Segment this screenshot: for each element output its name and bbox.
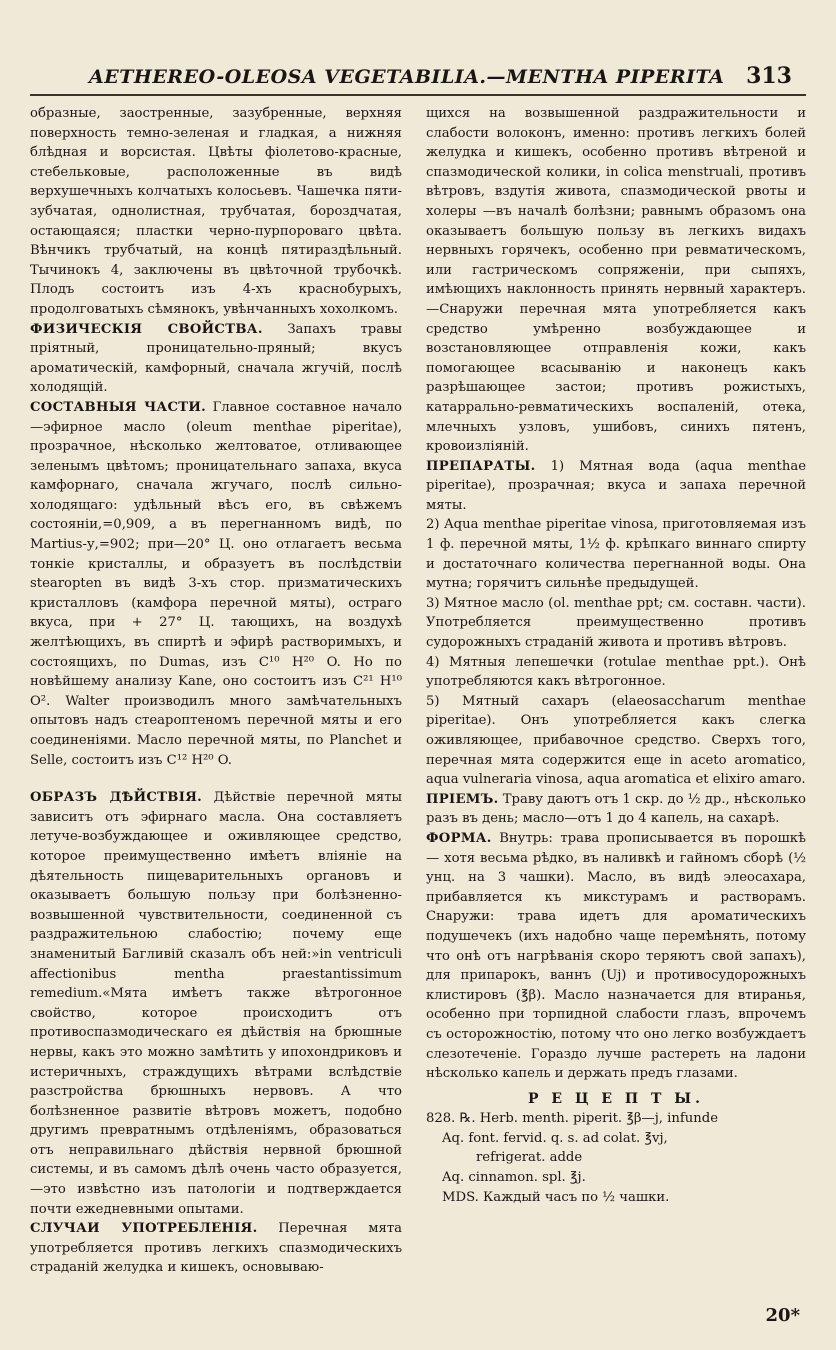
paragraph: 4) Мятныя лепешечки (rotulae menthae ppt.). Онѣ употребляются какъ вѣтрогонное.	[426, 654, 806, 690]
paragraph	[30, 788, 402, 1219]
running-header	[34, 60, 794, 92]
section-heading: ПРЕПАРАТЫ.	[426, 458, 536, 474]
paragraph	[30, 1219, 402, 1278]
recipe-line: Aq. cinnamon. spl. ℥j.	[442, 1170, 586, 1186]
paragraph: щихся на возвышенной раздражительности и слабости волоконъ, именно: противъ легкихъ болей желудка и кишекъ, особенно противъ вѣтреной и спазмодической колики, in colica menstruali, противъ вѣтровъ, вздутія живота, спазмодической рвоты и холеры —въ началѣ болѣзни; равнымъ образомъ она оказываетъ большую пользу въ легкихъ видахъ нервныхъ горячекъ, особенно при ревматическомъ, или гастрическомъ сопряженіи, при сыпяхъ, имѣющихъ наклонность принять нервный характеръ.—Снаружи перечная мята употребляется какъ средство умѣренно возбуждающее и возстановляющее отправленія кожи, какъ помогающее всасыванію и наконецъ какъ разрѣшающее застои; противъ рожистыхъ, катаррально-ревматическихъ воспаленій, отека, млечныхъ узловъ, ушибовъ, синихъ пятенъ, кровоизліяній.	[426, 106, 806, 455]
left-column	[30, 104, 402, 1278]
section-heading: ПРІЕМЪ.	[426, 791, 499, 807]
recipe-line: 828. ℞. Herb. menth. piperit. ℥β—j, infunde	[426, 1111, 719, 1127]
paragraph-text: Главное составное начало—эфирное масло (oleum menthae piperitae), прозрачное, нѣсколько желтоватое, отливающее зеленымъ цвѣтомъ; проницательнаго запаха, вкуса камфорнаго, сначала жгучаго, послѣ сильно-холодящаго: удѣльный вѣсъ его, въ свѣжемъ состояніи,=0,909, а въ перегнанномъ видѣ, по Martius-у,=902; при—20° Ц. оно отлагаетъ весьма тонкіе кристаллы, и образуетъ въ послѣдствіи stearopten въ видѣ 3-хъ стор. призматическихъ кристалловъ (камфора перечной мяты), остраго вкуса, при + 27° Ц. тающихъ, на воздухѣ желтѣющихъ, въ спиртѣ и эфирѣ растворимыхъ, и состоящихъ, по Dumas, изъ C¹⁰ H²⁰ O. Но по новѣйшему анализу Kane, оно состоитъ изъ C²¹ H¹⁰ O². Walter производилъ много замѣчательныхъ опытовъ надъ стеароптеномъ перечной мяты и его соединеніями. Масло перечной мяты, по Planchet и Selle, состоитъ изъ C¹² H²⁰ O.	[30, 399, 402, 768]
paragraph	[30, 398, 402, 770]
paragraph: образные, заостренные, зазубренные, верхняя поверхность темно-зеленая и гладкая, а нижняя блѣдная и ворсистая. Цвѣты фіолетово-красные, стебельковые, расположенные въ видѣ верхушечныхъ колчатыхъ колосьевъ. Чашечка пяти-зубчатая, однолистная, трубчатая, бороздчатая, остающаяся; пластки черно-пурпороваго цвѣта. Вѣнчикъ трубчатый, на концѣ пятираздѣльный. Тычинокъ 4, заключены въ цвѣточной трубочкѣ. Плодъ состоитъ изъ 4-хъ краснобурыхъ, продолговатыхъ сѣмянокъ, увѣнчанныхъ хохолкомъ.	[30, 106, 402, 317]
section-heading: СОСТАВНЫЯ ЧАСТИ.	[30, 399, 207, 415]
section-heading: СЛУЧАИ УПОТРЕБЛЕНІЯ.	[30, 1221, 258, 1237]
recipes-title: Р Е Ц Е П Т Ы.	[528, 1090, 704, 1107]
section-heading: ФИЗИЧЕСКІЯ СВОЙСТВА.	[30, 321, 263, 337]
recipe-line: MDS. Каждый часъ по ½ чашки.	[442, 1189, 670, 1205]
paragraph	[30, 320, 402, 398]
paragraph-text: Дѣйствіе перечной мяты зависитъ отъ эфирнаго масла. Она составляетъ летуче-возбуждающее и оживляющее средство, которое преимущественно имѣетъ вліяніе на дѣятельность пищеварительныхъ органовъ и оказываетъ большую пользу при болѣзненно-возвышенной чувствительности, соединенной съ раздражительною слабостію; почему еще знаменитый Багливій сказалъ объ ней:»in ventriculi affectionibus mentha praestantissimum remedium.«Мята имѣетъ также вѣтрогонное свойство, которое происходитъ отъ противоспазмодическаго ея дѣйствія на брюшные нервы, какъ это можно замѣтить у ипохондриковъ и истеричныхъ, страждущихъ вѣтрами вслѣдствіе разстройства брюшныхъ нервовъ. А что болѣзненное развитіе вѣтровъ можетъ, подобно другимъ превратнымъ отдѣленіямъ, образоваться отъ неправильнаго дѣйствія нервной брюшной системы, и въ самомъ дѣлѣ очень часто образуется,—это извѣстно изъ патологіи и подтверждается почти ежедневными опытами.	[30, 790, 402, 1217]
paragraph	[426, 790, 806, 829]
paragraph-text: Запахъ травы пріятный, проницательно-пряный; вкусъ ароматическій, камфорный, сначала жгучій, послѣ холодящій.	[30, 321, 403, 396]
paragraph: 3) Мятное масло (ol. menthae ppt; см. составн. части). Употребляется преимущественно противъ судорожныхъ страданій живота и противъ вѣтровъ.	[426, 595, 806, 651]
paragraph	[426, 457, 806, 516]
paragraph	[426, 829, 806, 1084]
recipe-block	[426, 1090, 806, 1208]
header-rule	[30, 94, 806, 96]
paragraph-text: 1) Мятная вода (aqua menthae piperitae), прозрачная; вкуса и запаха перечной мяты.	[426, 458, 806, 513]
running-title: AETHEREO-OLEOSA VEGETABILIA.—MENTHA PIPERITA	[89, 66, 725, 88]
page-number: 313	[746, 63, 792, 89]
paragraph-text: Перечная мята употребляется противъ легкихъ спазмодическихъ страданій желудка и кишекъ, основываю-	[30, 1221, 402, 1276]
right-column	[426, 104, 806, 1207]
section-heading: ФОРМА.	[426, 830, 492, 846]
paragraph: 2) Aqua menthae piperitae vinosa, приготовляемая изъ 1 ф. перечной мяты, 1½ ф. крѣпкаго виннаго спирту и достаточнаго количества перегнанной воды. Она мутна; горячитъ сильнѣе предыдущей.	[426, 517, 806, 592]
paragraph: 5) Мятный сахаръ (elaeosaccharum menthae piperitae). Онъ употребляется какъ слегка оживляющее, прибавочное средство. Сверхъ того, перечная мята содержится еще in aceto aromatico, aqua vulneraria vinosa, aqua aromatica et elixiro amaro.	[426, 693, 806, 788]
recipe-line: refrigerat. adde	[476, 1150, 583, 1166]
section-heading: ОБРАЗЪ ДѢЙСТВІЯ.	[30, 790, 203, 806]
paragraph-text: Внутрь: трава прописывается въ порошкѣ — хотя весьма рѣдко, въ наливкѣ и гайномъ сборѣ (½ унц. на 3 чашки). Масло, въ видѣ элеосахара, прибавляется къ микстурамъ и растворамъ. Снаружи: трава идетъ для ароматическихъ подушечекъ (ихъ надобно чаще перемѣнять, потому что онѣ отъ нагрѣванія скоро теряютъ свой запахъ), для припарокъ, ваннъ (Uj) и противосудорожныхъ клистировъ (℥β). Масло назначается для втиранья, особенно при торпидной слабости глазъ, впрочемъ съ осторожностію, потому что оно легко возбуждаетъ слезотеченіе. Гораздо лучше растереть на ладони нѣсколько капель и держать предъ глазами.	[426, 830, 806, 1082]
paragraph-text: Траву даютъ отъ 1 скр. до ½ др., нѣсколько разъ въ день; масло—отъ 1 до 4 капель, на сахарѣ.	[426, 791, 806, 827]
recipe-line: Aq. font. fervid. q. s. ad colat. ℥vj,	[442, 1130, 668, 1146]
signature-mark: 20*	[765, 1305, 800, 1326]
